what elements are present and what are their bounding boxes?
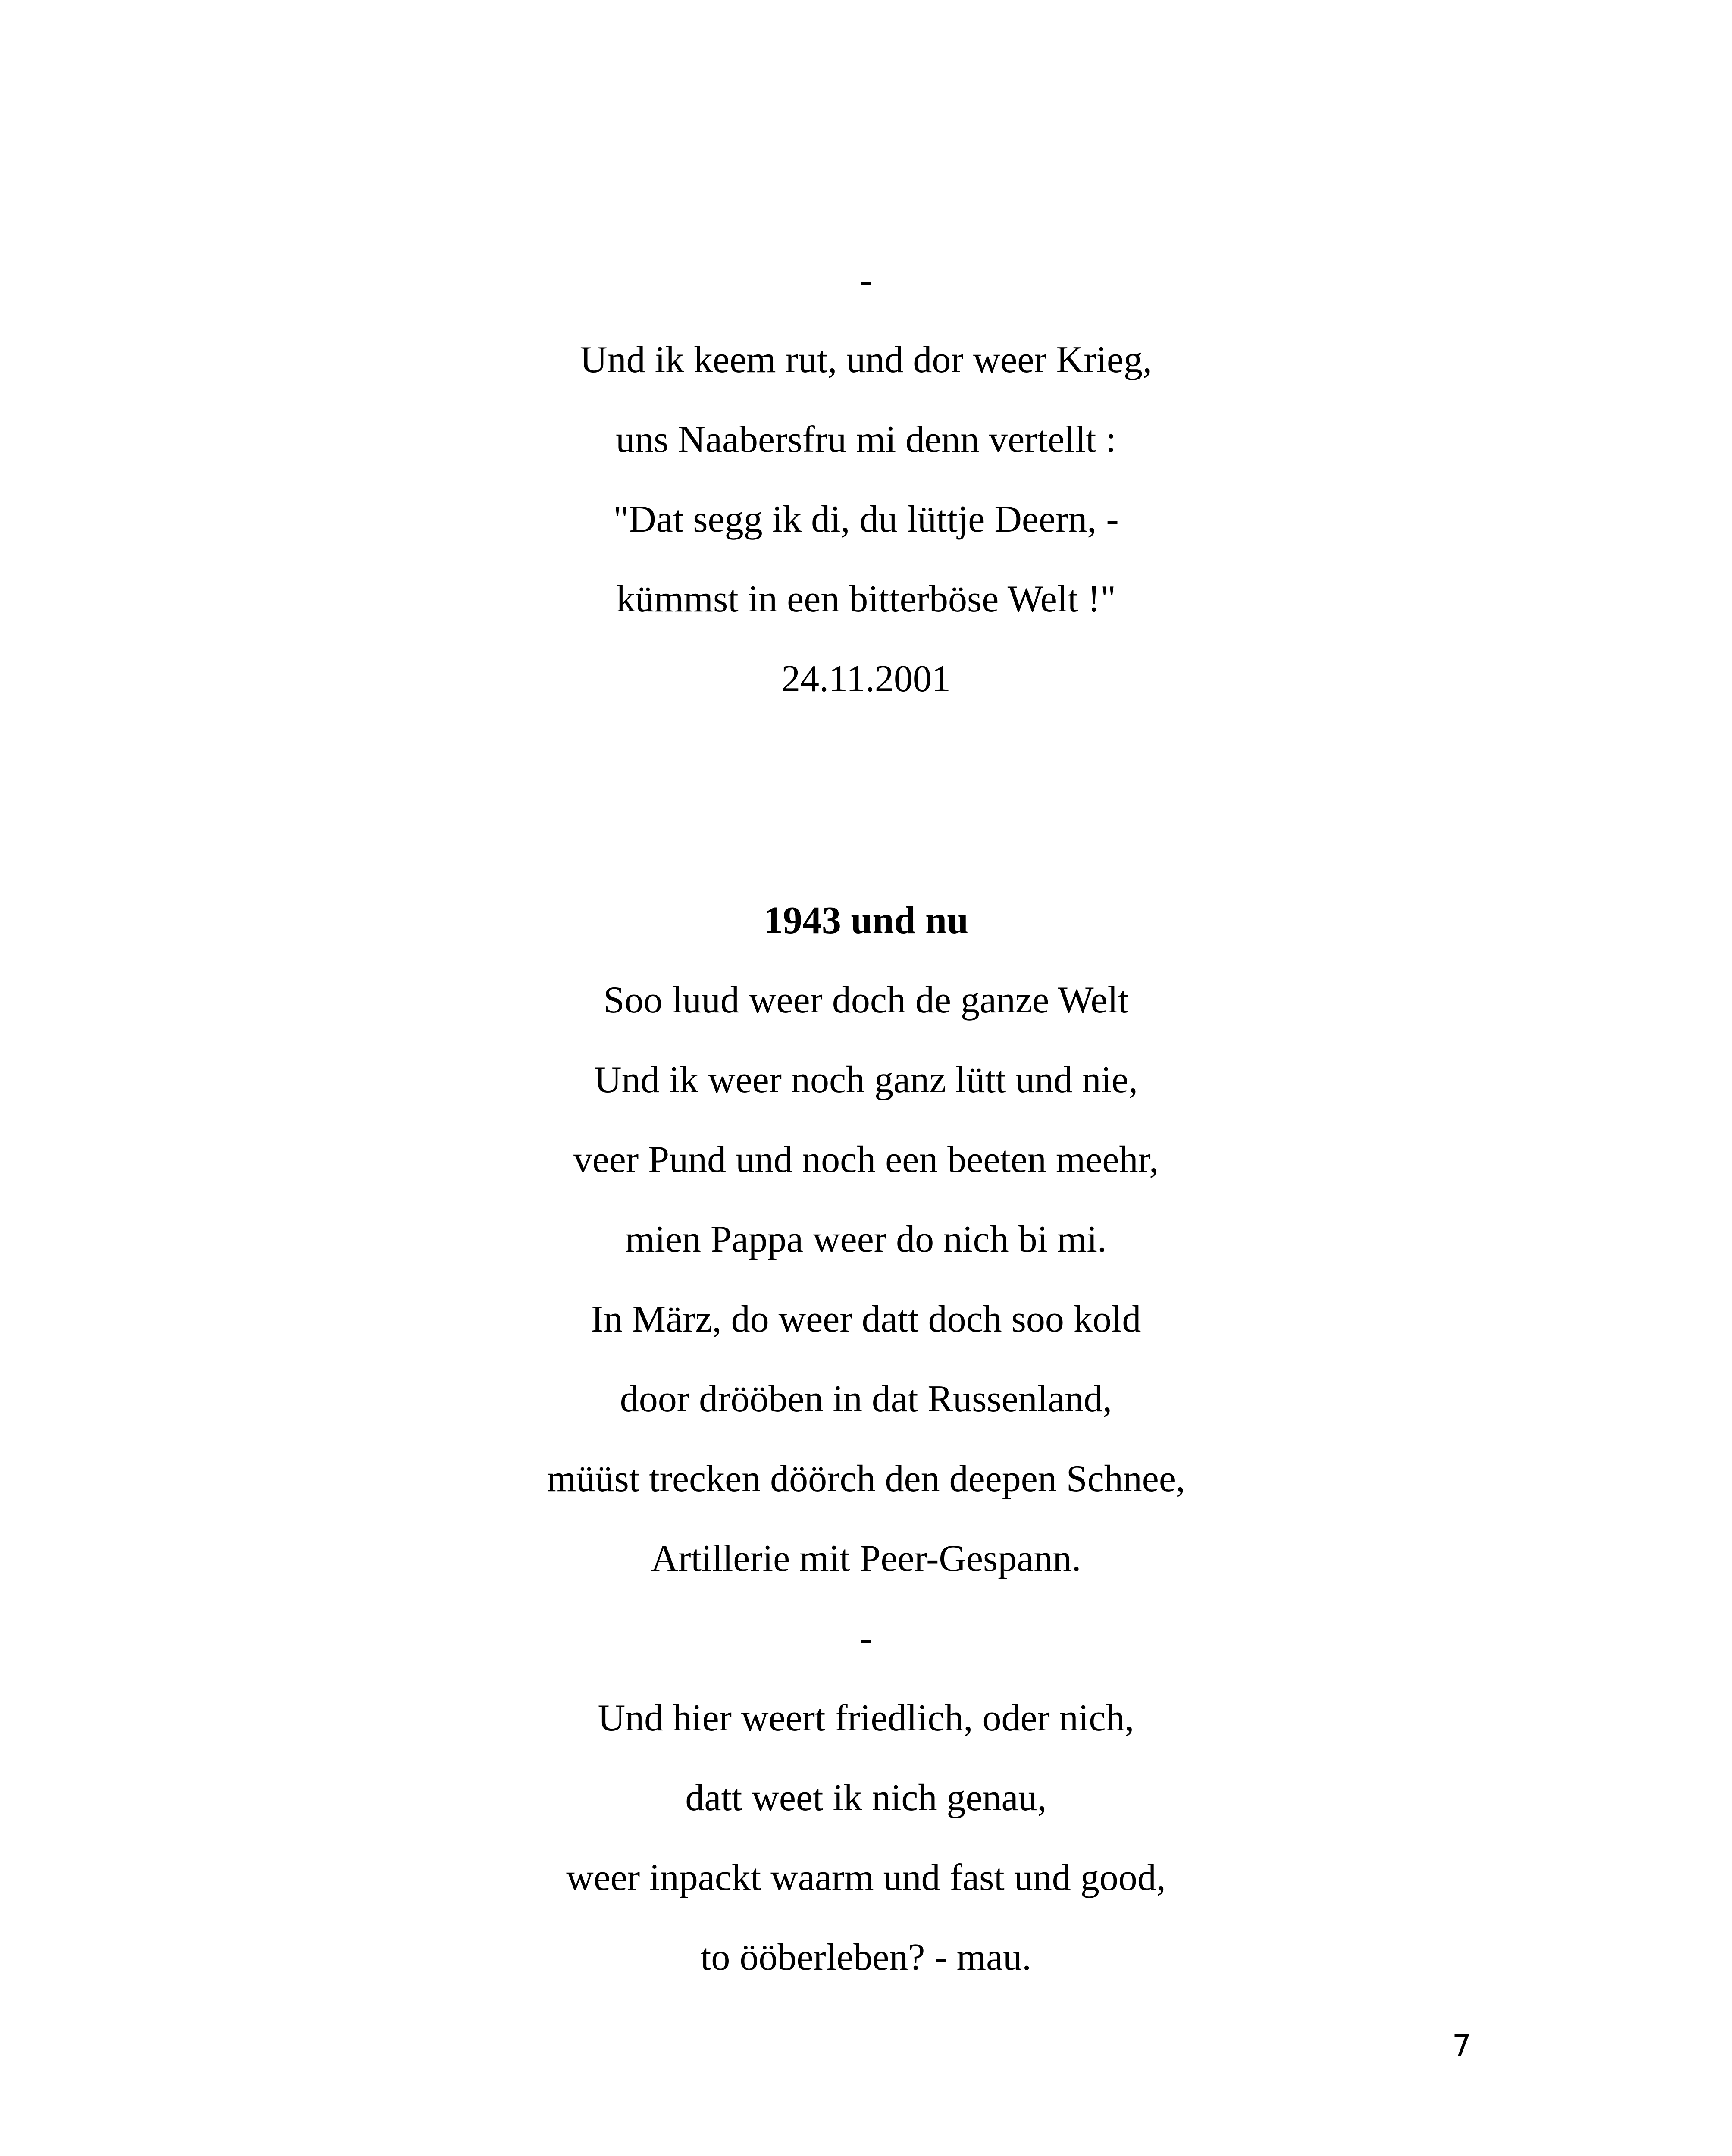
poem-line: door drööben in dat Russenland, — [620, 1378, 1112, 1420]
stanza-separator: - — [859, 259, 873, 301]
poem-line: Und ik weer noch ganz lütt und nie, — [594, 1059, 1138, 1101]
poem-line: mien Pappa weer do nich bi mi. — [625, 1219, 1107, 1260]
poem-line: müüst trecken döörch den deepen Schnee, — [547, 1458, 1185, 1500]
poem-line: datt weet ik nich genau, — [685, 1777, 1047, 1819]
poem-line: weer inpackt waarm und fast und good, — [566, 1857, 1166, 1899]
poem-line: Und ik keem rut, und dor weer Krieg, — [580, 339, 1152, 381]
poem-line: uns Naabersfru mi denn vertellt : — [616, 419, 1116, 461]
poem-line: kümmst in een bitterböse Welt !" — [616, 578, 1116, 620]
poem-line: to ööberleben? - mau. — [700, 1937, 1032, 1978]
page-number: 7 — [1452, 2028, 1472, 2064]
poem-line: veer Pund und noch een beeten meehr, — [573, 1139, 1159, 1181]
poem-line: Soo luud weer doch de ganze Welt — [603, 979, 1129, 1021]
poem-line: In März, do weer datt doch soo kold — [591, 1298, 1141, 1340]
poem-date: 24.11.2001 — [781, 658, 951, 700]
poem-line: "Dat segg ik di, du lüttje Deern, - — [613, 498, 1119, 540]
stanza-separator: - — [859, 1617, 873, 1659]
poem-line: Und hier weert friedlich, oder nich, — [598, 1697, 1134, 1739]
poem-line: Artillerie mit Peer-Gespann. — [651, 1538, 1081, 1579]
poem-title: 1943 und nu — [763, 899, 969, 942]
